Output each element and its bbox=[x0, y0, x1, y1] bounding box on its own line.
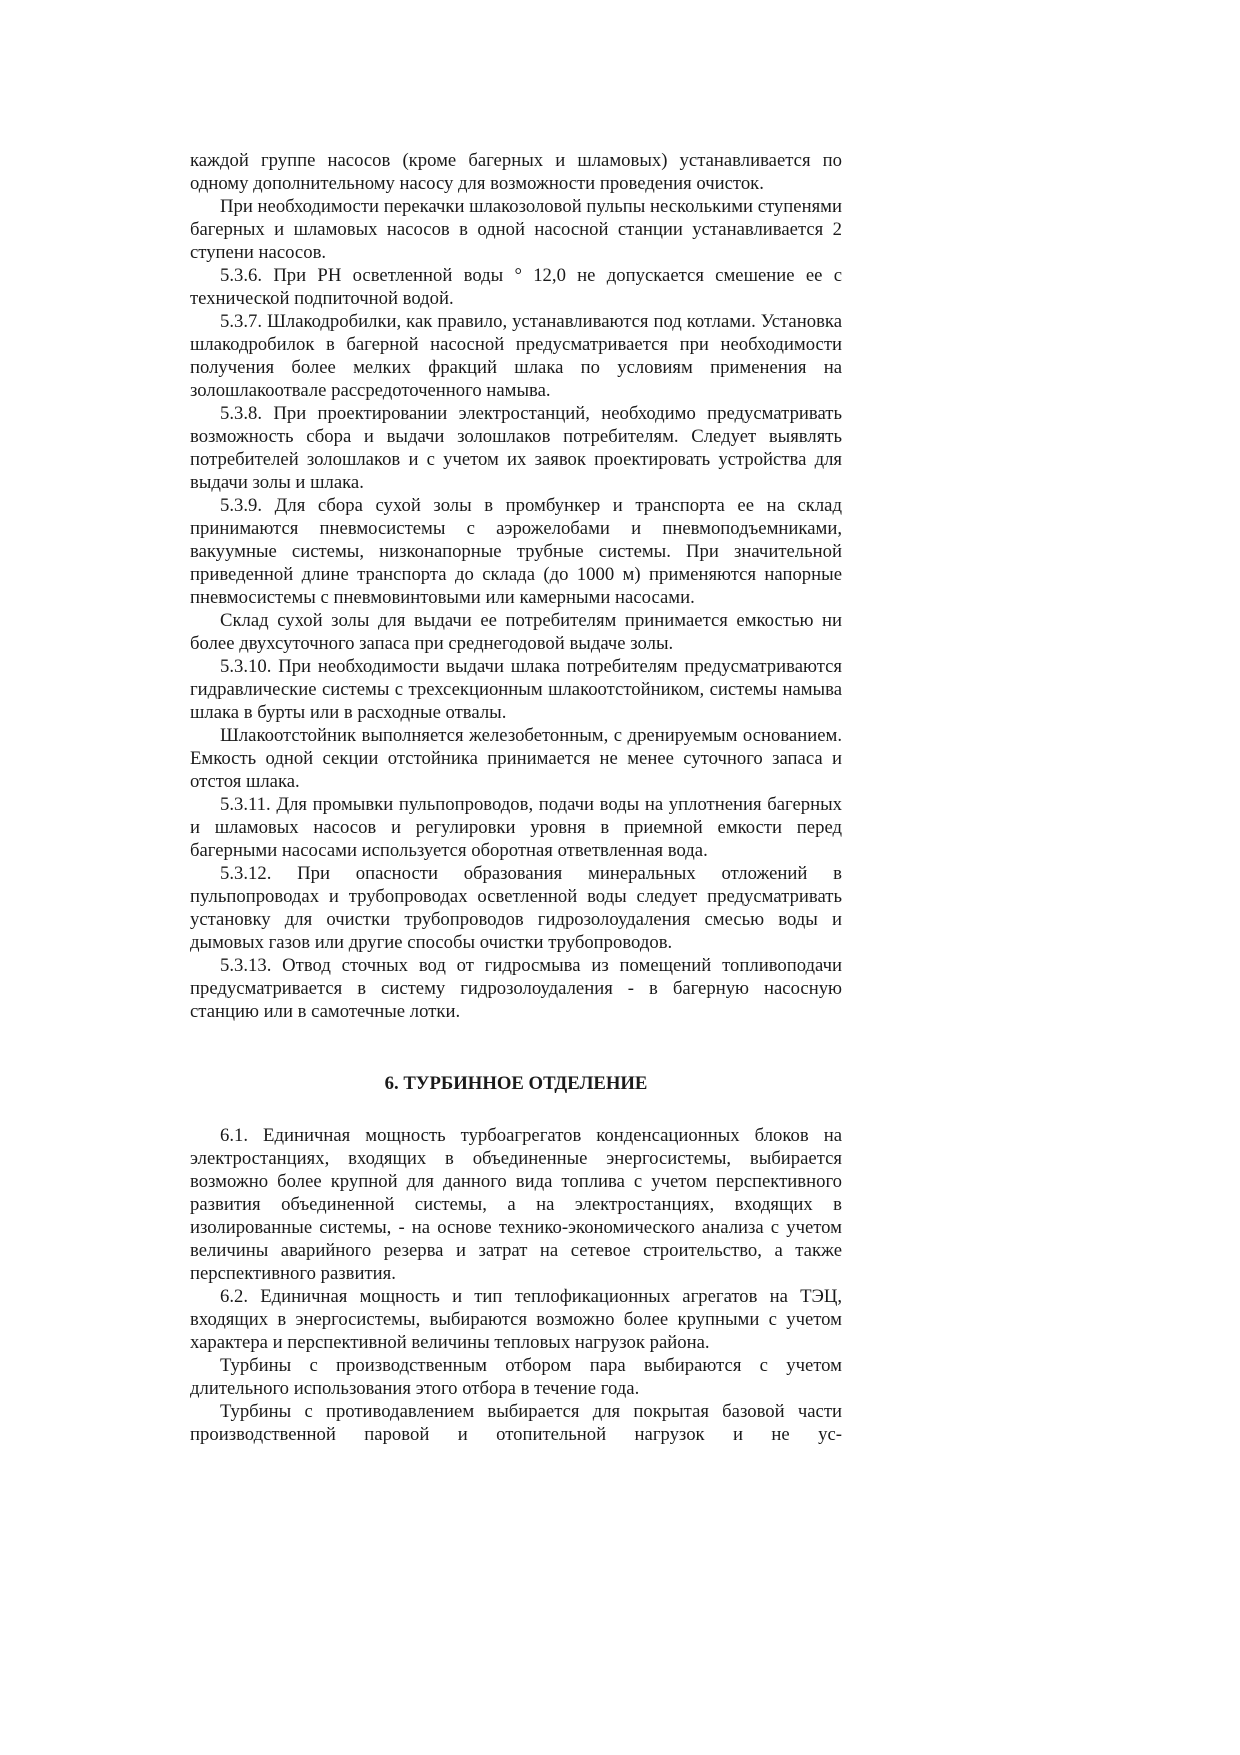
paragraph: 5.3.11. Для промывки пульпопроводов, подачи воды на уплотнения багерных и шламовых насосов и регулировки уровня в приемной емкости перед багерными насосами используется оборотная ответвленная вода. bbox=[190, 794, 842, 861]
paragraph: 5.3.13. Отвод сточных вод от гидросмыва из помещений топливоподачи предусматривается в систему гидрозолоудаления - в багерную насосную станцию или в самотечные лотки. bbox=[190, 955, 842, 1022]
paragraph: 5.3.9. Для сбора сухой золы в промбункер и транспорта ее на склад принимаются пневмосистемы с аэрожелобами и пневмоподъемниками, вакуумные системы, низконапорные трубные системы. При значительной приведенной длине транспорта до склада (до 1000 м) применяются напорные пневмосистемы с пневмовинтовыми или камерными насосами. bbox=[190, 495, 842, 608]
paragraph: При необходимости перекачки шлакозоловой пульпы несколькими ступенями багерных и шламовых насосов в одной насосной станции устанавливается 2 ступени насосов. bbox=[190, 196, 842, 263]
paragraph: каждой группе насосов (кроме багерных и шламовых) устанавливается по одному дополнительному насосу для возможности проведения очисток. bbox=[190, 150, 842, 194]
paragraph: 5.3.10. При необходимости выдачи шлака потребителям предусматриваются гидравлические системы с трехсекционным шлакоотстойником, системы намыва шлака в бурты или в расходные отвалы. bbox=[190, 656, 842, 723]
paragraph: 6.1. Единичная мощность турбоагрегатов конденсационных блоков на электростанциях, входящих в объединенные энергосистемы, выбирается возможно более крупной для данного вида топлива с учетом перспективного развития объединенной системы, а на электростанциях, входящих в изолированные системы, - на основе технико-экономического анализа с учетом величины аварийного резерва и затрат на сетевое строительство, а также перспективного развития. bbox=[190, 1125, 842, 1284]
paragraph: 5.3.6. При PH осветленной воды ° 12,0 не допускается смешение ее с технической подпиточной водой. bbox=[190, 265, 842, 309]
paragraph: Турбины с противодавлением выбирается для покрытая базовой части производственной паровой и отопительной нагрузок и не ус- bbox=[190, 1401, 842, 1445]
paragraph: 6.2. Единичная мощность и тип теплофикационных агрегатов на ТЭЦ, входящих в энергосистемы, выбираются возможно более крупными с учетом характера и перспективной величины тепловых нагрузок района. bbox=[190, 1286, 842, 1353]
paragraph: 5.3.12. При опасности образования минеральных отложений в пульпопроводах и трубопроводах осветленной воды следует предусматривать установку для очистки трубопроводов гидрозолоудаления смесью воды и дымовых газов или другие способы очистки трубопроводов. bbox=[190, 863, 842, 953]
text-block-section-5 bbox=[190, 149, 842, 1023]
paragraph: Склад сухой золы для выдачи ее потребителям принимается емкостью ни более двухсуточного запаса при среднегодовой выдаче золы. bbox=[190, 610, 842, 654]
text-block-section-6 bbox=[190, 1124, 842, 1446]
section-heading-text: 6. ТУРБИННОЕ ОТДЕЛЕНИЕ bbox=[384, 1073, 648, 1094]
paragraph: Шлакоотстойник выполняется железобетонным, с дренируемым основанием. Емкость одной секции отстойника принимается не менее суточного запаса и отстоя шлака. bbox=[190, 725, 842, 792]
document-page bbox=[190, 149, 842, 1446]
paragraph: 5.3.7. Шлакодробилки, как правило, устанавливаются под котлами. Установка шлакодробилок в багерной насосной предусматривается при необходимости получения более мелких фракций шлака по условиям применения на золошлакоотвале рассредоточенного намыва. bbox=[190, 311, 842, 401]
paragraph: Турбины с производственным отбором пара выбираются с учетом длительного использования этого отбора в течение года. bbox=[190, 1355, 842, 1399]
paragraph: 5.3.8. При проектировании электростанций, необходимо предусматривать возможность сбора и выдачи золошлаков потребителям. Следует выявлять потребителей золошлаков и с учетом их заявок проектировать устройства для выдачи золы и шлака. bbox=[190, 403, 842, 493]
section-heading bbox=[190, 1072, 842, 1095]
